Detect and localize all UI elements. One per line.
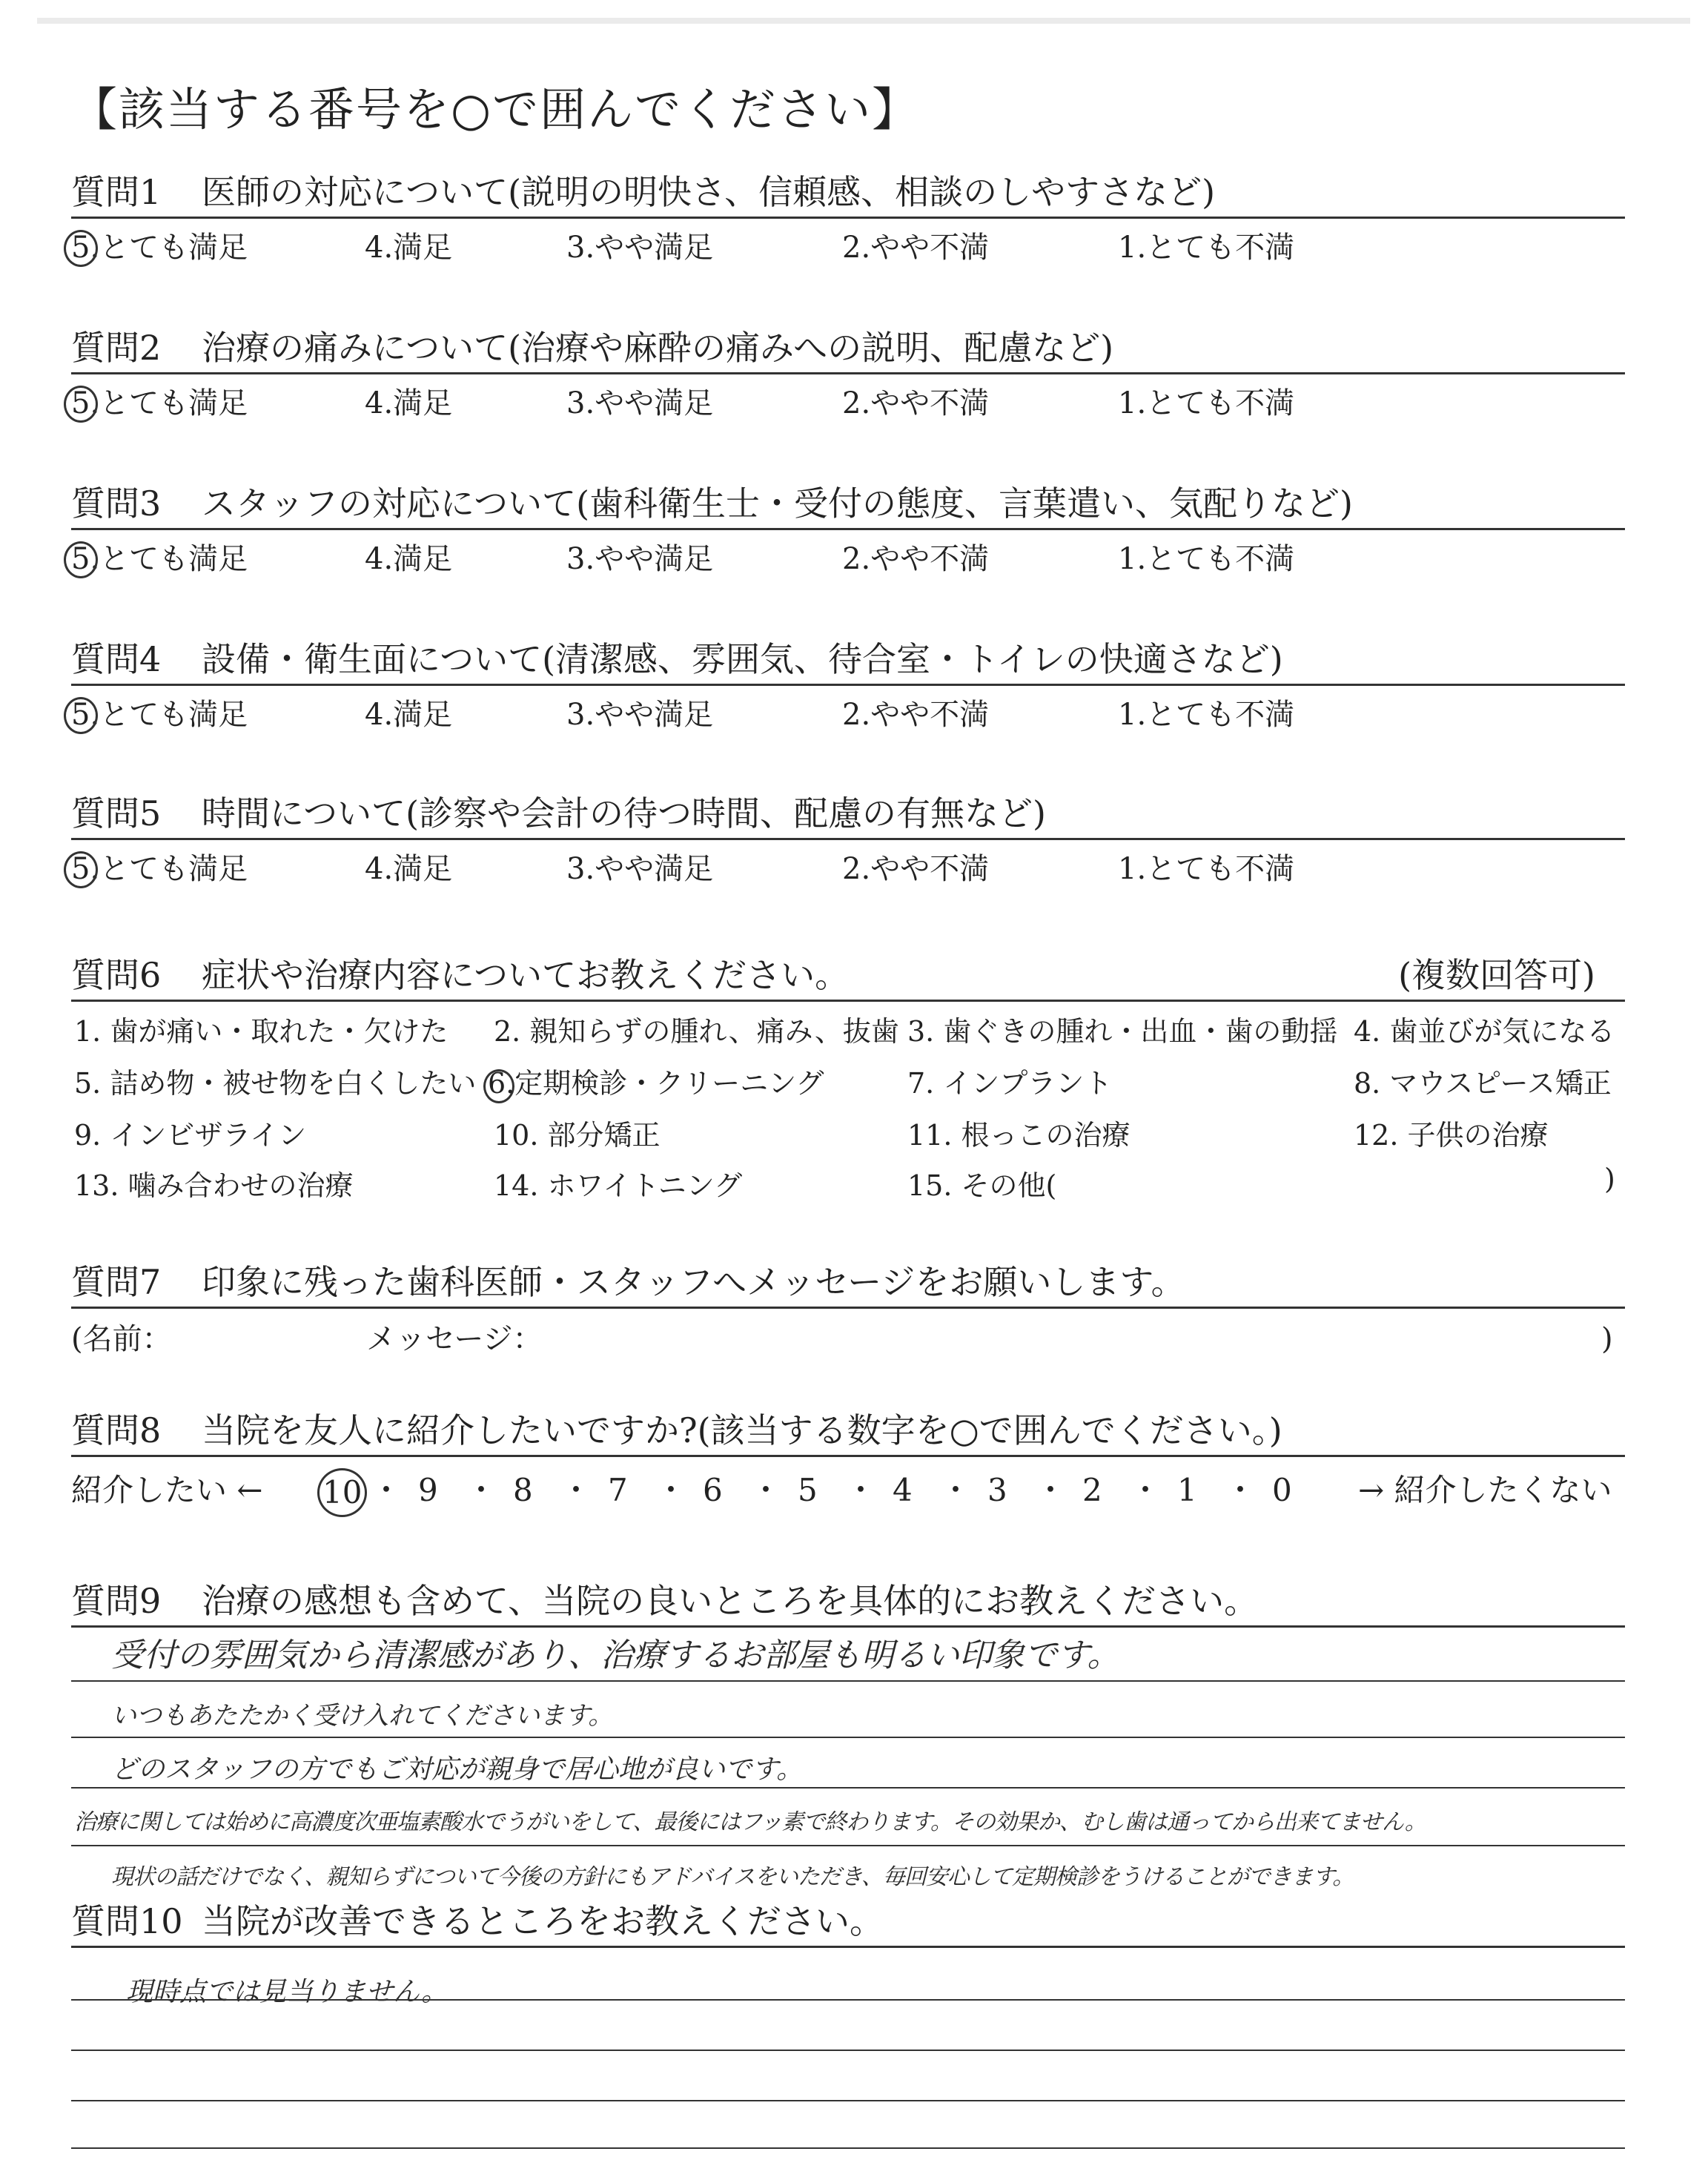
option-7[interactable]: 7. インプラント bbox=[907, 1067, 1113, 1100]
choice-1[interactable] bbox=[1118, 694, 1294, 736]
question-number: 質問7 bbox=[71, 1262, 162, 1302]
question-number: 質問5 bbox=[71, 793, 162, 833]
choice-label: 3.やや満足 bbox=[566, 698, 714, 732]
scale-separator: ・ bbox=[466, 1472, 497, 1508]
option-5[interactable]: 5. 詰め物・被せ物を白くしたい bbox=[74, 1067, 477, 1100]
option-8[interactable]: 8. マウスピース矯正 bbox=[1354, 1067, 1612, 1100]
choice-4[interactable] bbox=[365, 227, 452, 268]
option-15-close: ) bbox=[1604, 1163, 1615, 1195]
question-3-choices bbox=[71, 538, 1628, 580]
choice-label: 4.満足 bbox=[365, 542, 453, 576]
choice-4[interactable] bbox=[365, 538, 452, 580]
choice-label: 3.やや満足 bbox=[566, 386, 714, 420]
choice-5[interactable] bbox=[71, 538, 248, 580]
choice-label: 2.やや不満 bbox=[842, 386, 990, 420]
question-4-choices bbox=[71, 694, 1628, 736]
option-4[interactable]: 4. 歯並びが気になる bbox=[1354, 1015, 1615, 1048]
question-number: 質問8 bbox=[71, 1410, 162, 1450]
selected-circle bbox=[64, 697, 98, 734]
choice-label: 2.やや不満 bbox=[842, 698, 990, 732]
question-8 bbox=[71, 1406, 1625, 1457]
question-9 bbox=[71, 1576, 1625, 1628]
scale-separator: ・ bbox=[1130, 1472, 1162, 1508]
selected-circle bbox=[64, 541, 98, 578]
option-11[interactable]: 11. 根っこの治療 bbox=[907, 1119, 1131, 1152]
choice-label: 2.やや不満 bbox=[842, 852, 990, 886]
question-1 bbox=[71, 168, 1625, 219]
handwritten-answer-line-5: 現状の話だけでなく、親知らずについて今後の方針にもアドバイスをいただき、毎回安心して定期検診をうけることができます。 bbox=[111, 1864, 1354, 1890]
question-text: 治療の痛みについて(治療や麻酔の痛みへの説明、配慮など) bbox=[202, 328, 1114, 368]
option-2[interactable]: 2. 親知らずの腫れ、痛み、抜歯 bbox=[494, 1015, 899, 1048]
choice-4[interactable] bbox=[365, 383, 452, 424]
choice-1[interactable] bbox=[1118, 848, 1294, 890]
choice-label: 4.満足 bbox=[365, 231, 453, 265]
name-label: (名前： bbox=[71, 1322, 172, 1356]
multi-answer-note: (複数回答可) bbox=[1398, 955, 1595, 995]
choice-label: 1.とても不満 bbox=[1118, 698, 1295, 732]
choice-label: 1.とても不満 bbox=[1118, 386, 1295, 420]
question-text: 当院が改善できるところをお教えください。 bbox=[202, 1901, 884, 1941]
choice-3[interactable] bbox=[566, 383, 713, 424]
choice-4[interactable] bbox=[365, 848, 452, 890]
choice-label: 3.やや満足 bbox=[566, 542, 714, 576]
answer-line bbox=[71, 1787, 1625, 1789]
answer-line bbox=[71, 1845, 1625, 1846]
choice-label: 4.満足 bbox=[365, 852, 453, 886]
question-text: 治療の感想も含めて、当院の良いところを具体的にお教えください。 bbox=[202, 1581, 1259, 1621]
recommend-scale bbox=[71, 1468, 1628, 1513]
scale-value-8[interactable]: 8 bbox=[513, 1472, 533, 1508]
choice-label: 2.やや不満 bbox=[842, 542, 990, 576]
question-text: 症状や治療内容についてお教えください。 bbox=[202, 955, 850, 995]
choice-3[interactable] bbox=[566, 227, 713, 268]
answer-line bbox=[71, 1737, 1625, 1738]
scale-value-1[interactable]: 1 bbox=[1177, 1472, 1197, 1508]
option-3[interactable]: 3. 歯ぐきの腫れ・出血・歯の動揺 bbox=[907, 1015, 1338, 1048]
choice-label: 5.とても満足 bbox=[71, 542, 248, 576]
question-text: 当院を友人に紹介したいですか?(該当する数字を○で囲んでください。) bbox=[202, 1410, 1282, 1450]
scale-value-0[interactable]: 0 bbox=[1272, 1472, 1292, 1508]
question-text: 設備・衛生面について(清潔感、雰囲気、待合室・トイレの快適さなど) bbox=[202, 639, 1283, 679]
question-1-choices bbox=[71, 227, 1628, 268]
choice-5[interactable] bbox=[71, 383, 248, 424]
answer-line bbox=[71, 1999, 1625, 2001]
scale-separator: ・ bbox=[371, 1472, 403, 1508]
question-number: 質問1 bbox=[71, 172, 162, 212]
scale-value-10[interactable]: 10 bbox=[317, 1468, 367, 1517]
question-number: 質問2 bbox=[71, 328, 162, 368]
option-1[interactable]: 1. 歯が痛い・取れた・欠けた bbox=[74, 1015, 448, 1048]
choice-label: 5.とても満足 bbox=[71, 231, 248, 265]
choice-label: 5.とても満足 bbox=[71, 698, 248, 732]
option-15[interactable]: 15. その他( bbox=[907, 1169, 1057, 1202]
choice-4[interactable] bbox=[365, 694, 452, 736]
selected-circle bbox=[64, 386, 98, 423]
question-number: 質問3 bbox=[71, 483, 162, 524]
question-text: 時間について(診察や会計の待つ時間、配慮の有無など) bbox=[202, 793, 1046, 833]
question-2 bbox=[71, 323, 1625, 374]
scale-value-2[interactable]: 2 bbox=[1082, 1472, 1102, 1508]
scale-value-3[interactable]: 3 bbox=[987, 1472, 1007, 1508]
choice-label: 4.満足 bbox=[365, 386, 453, 420]
scale-separator: ・ bbox=[1035, 1472, 1067, 1508]
question-10 bbox=[71, 1897, 1625, 1948]
choice-1[interactable] bbox=[1118, 538, 1294, 580]
answer-line bbox=[71, 2147, 1625, 2149]
option-12[interactable]: 12. 子供の治療 bbox=[1354, 1119, 1549, 1152]
handwritten-answer-line-2: いつもあたたかく受け入れてくださいます。 bbox=[111, 1701, 614, 1731]
choice-2[interactable] bbox=[842, 227, 989, 268]
choice-2[interactable] bbox=[842, 694, 989, 736]
choice-label: 1.とても不満 bbox=[1118, 542, 1295, 576]
scale-value-7[interactable]: 7 bbox=[608, 1472, 628, 1508]
scale-value-5[interactable]: 5 bbox=[798, 1472, 818, 1508]
scale-left-label: 紹介したい ← bbox=[71, 1472, 263, 1508]
choice-5[interactable] bbox=[71, 848, 248, 890]
option-13[interactable]: 13. 噛み合わせの治療 bbox=[74, 1169, 354, 1202]
question-number: 質問6 bbox=[71, 955, 162, 995]
choice-1[interactable] bbox=[1118, 227, 1294, 268]
scale-separator: ・ bbox=[1225, 1472, 1257, 1508]
scale-separator: ・ bbox=[845, 1472, 877, 1508]
choice-2[interactable] bbox=[842, 538, 989, 580]
question-6 bbox=[71, 951, 1625, 1002]
question-text: スタッフの対応について(歯科衛生士・受付の態度、言葉遣い、気配りなど) bbox=[202, 483, 1353, 524]
question-text: 印象に残った歯科医師・スタッフへメッセージをお願いします。 bbox=[202, 1262, 1185, 1302]
answer-line bbox=[71, 2100, 1625, 2101]
choice-label: 3.やや満足 bbox=[566, 231, 714, 265]
message-field[interactable] bbox=[71, 1318, 1628, 1360]
message-label: メッセージ： bbox=[366, 1322, 543, 1356]
choice-label: 4.満足 bbox=[365, 698, 453, 732]
choice-3[interactable] bbox=[566, 848, 713, 890]
question-5 bbox=[71, 789, 1625, 840]
choice-label: 5.とても満足 bbox=[71, 386, 248, 420]
question-number: 質問9 bbox=[71, 1581, 162, 1621]
handwritten-answer-line-3: どのスタッフの方でもご対応が親身で居心地が良いです。 bbox=[111, 1754, 804, 1785]
choice-label: 1.とても不満 bbox=[1118, 231, 1295, 265]
choice-2[interactable] bbox=[842, 383, 989, 424]
page-title: 【該当する番号を○で囲んでください】 bbox=[71, 82, 920, 136]
scale-value-4[interactable]: 4 bbox=[893, 1472, 913, 1508]
choice-label: 1.とても不満 bbox=[1118, 852, 1295, 886]
question-4 bbox=[71, 635, 1625, 686]
choice-3[interactable] bbox=[566, 694, 713, 736]
choice-5[interactable] bbox=[71, 227, 248, 268]
scale-separator: ・ bbox=[750, 1472, 782, 1508]
scale-separator: ・ bbox=[940, 1472, 972, 1508]
choice-label: 2.やや不満 bbox=[842, 231, 990, 265]
choice-label: 3.やや満足 bbox=[566, 852, 714, 886]
choice-3[interactable] bbox=[566, 538, 713, 580]
option-10[interactable]: 10. 部分矯正 bbox=[494, 1119, 661, 1152]
question-2-choices bbox=[71, 383, 1628, 424]
answer-line bbox=[71, 2050, 1625, 2051]
handwritten-answer-line-1: 受付の雰囲気から清潔感があり、治療するお部屋も明るい印象です。 bbox=[111, 1636, 1120, 1674]
option-9[interactable]: 9. インビザライン bbox=[74, 1119, 307, 1152]
option-14[interactable]: 14. ホワイトニング bbox=[494, 1169, 743, 1202]
question-3 bbox=[71, 479, 1625, 530]
message-close: ) bbox=[1601, 1322, 1613, 1356]
option-6[interactable]: 6.定期検診・クリーニング bbox=[488, 1060, 824, 1103]
selected-circle bbox=[64, 851, 98, 888]
question-text: 医師の対応について(説明の明快さ、信頼感、相談のしやすさなど) bbox=[202, 172, 1216, 212]
selected-circle bbox=[64, 230, 98, 267]
choice-label: 5.とても満足 bbox=[71, 852, 248, 886]
question-number: 質問10 bbox=[71, 1901, 183, 1941]
scale-value-6[interactable]: 6 bbox=[703, 1472, 723, 1508]
scale-right-label: → 紹介したくない bbox=[1358, 1472, 1612, 1508]
question-5-choices bbox=[71, 848, 1628, 890]
question-number: 質問4 bbox=[71, 639, 162, 679]
choice-5[interactable] bbox=[71, 694, 248, 736]
choice-2[interactable] bbox=[842, 848, 989, 890]
scale-value-9[interactable]: 9 bbox=[418, 1472, 438, 1508]
handwritten-improvement-answer: 現時点では見当りません。 bbox=[126, 1977, 448, 2007]
scale-separator: ・ bbox=[560, 1472, 592, 1508]
answer-line bbox=[71, 1680, 1625, 1682]
question-7 bbox=[71, 1258, 1625, 1309]
scale-separator: ・ bbox=[655, 1472, 687, 1508]
choice-1[interactable] bbox=[1118, 383, 1294, 424]
scan-top-edge bbox=[37, 18, 1690, 24]
handwritten-answer-line-4: 治療に関しては始めに高濃度次亜塩素酸水でうがいをして、最後にはフッ素で終わります。その効果か、むし歯は通ってから出来てません。 bbox=[74, 1809, 1426, 1835]
